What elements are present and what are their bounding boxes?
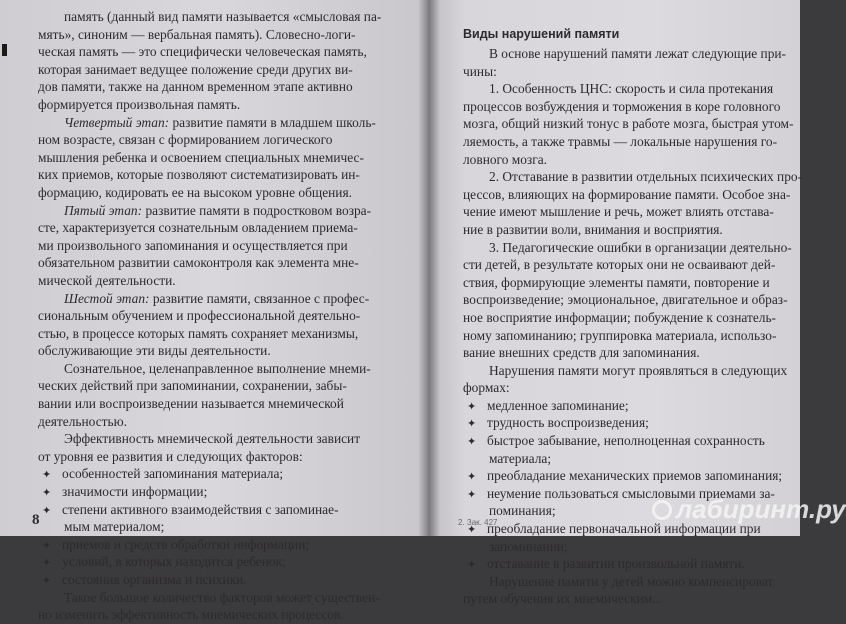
text-line: путем обучения их мнемическим...: [463, 591, 663, 607]
text-line: ловного мозга.: [463, 151, 548, 167]
bullet-item: ✦ отставание в развитии произвольной памяти.: [463, 555, 795, 573]
text-line: Сознательное, целенаправленное выполнение мнеми-: [64, 360, 371, 376]
page-number: 8: [32, 512, 40, 528]
text-line: ствия, формирующие элементы памяти, повторение и: [463, 274, 770, 290]
text-line: мым материалом;: [64, 519, 165, 535]
text-line: сти детей, в результате которых они не осваивают дей-: [463, 257, 776, 273]
bullet-item: ✦ состояния организма и психики.: [38, 571, 386, 589]
bullet-item: ✦ значимости информации;: [38, 483, 386, 501]
text-line: которая занимает ведущее положение среди других ви-: [38, 61, 353, 77]
footer-note: 2. Зак. 427: [458, 518, 498, 527]
text-line: обязательном развитии самоконтроля как элемента мне-: [38, 255, 359, 271]
text-line: ние в развитии воли, внимания и восприятия.: [463, 221, 723, 237]
text-line: мозга, общий низкий тонус в работе мозга, быстрая утом-: [463, 116, 794, 132]
text-line: воспроизведение; эмоциональное, двигательное и образ-: [463, 292, 788, 308]
text-line: 2. Отставание в развитии отдельных психических про-: [489, 169, 803, 185]
bullet-item: ✦ преобладание механических приемов запоминания;: [463, 467, 795, 485]
right-page: [428, 0, 803, 607]
text-line: чины:: [463, 63, 497, 79]
text-line: 3. Педагогические ошибки в организации деятельно-: [489, 239, 792, 255]
bullet-item: ✦ преобладание первоначальной информации при: [463, 520, 795, 538]
text-line: сте, характеризуется сознательным овладением приема-: [38, 220, 358, 236]
bullet-item: ✦ медленное запоминание;: [463, 397, 795, 415]
watermark-text: лабиринт.ру: [676, 494, 846, 524]
text-line: но изменить эффективность мнемических процессов.: [38, 607, 344, 623]
left-page-text: [38, 8, 386, 624]
text-line: формируется произвольная память.: [38, 96, 241, 112]
bullet-item: ✦ приемов и средств обработки информации;: [38, 536, 386, 554]
labyrinth-logo-icon: [652, 500, 672, 520]
text-line: Эффективность мнемической деятельности зависит: [64, 431, 361, 447]
watermark: [652, 494, 846, 525]
text-line: цессов, влияющих на формирование памяти. Особое зна-: [463, 186, 791, 202]
text-line: ческая память — это специфически человеческая память,: [38, 44, 367, 60]
bullet-item: ✦ степени активного взаимодействия с запоминае-: [38, 501, 386, 519]
bullet-item: ✦ особенностей запоминания материала;: [38, 465, 386, 483]
bullet-item: ✦ быстрое забывание, неполноценная сохранность: [463, 432, 795, 450]
text-line: В основе нарушений памяти лежат следующие при-: [489, 46, 787, 61]
text-line: Такое большое количество факторов может существен-: [64, 589, 380, 605]
text-line: от уровня ее развития и следующих факторов:: [38, 448, 303, 464]
text-line: ное восприятие информации; побуждение к сознатель-: [463, 309, 777, 325]
text-line: Шестой этап: развитие памяти, связанное с профес-: [64, 290, 370, 306]
text-line: Нарушения памяти могут проявляться в следующих: [489, 362, 788, 378]
text-line: ких приемов, которые позволяют систематизировать ин-: [38, 167, 360, 183]
text-line: материала;: [489, 450, 552, 466]
text-line: ному запоминанию; группировка материала, использо-: [463, 327, 777, 343]
text-line: ляемость, а также травмы — локальные нарушения го-: [463, 133, 778, 149]
text-line: чение имеют мышление и речь, может влиять отстава-: [463, 204, 774, 220]
text-line: формацию, кодировать ее на высоком уровне общения.: [38, 184, 352, 200]
bullet-item: ✦ условий, в которых находится ребенок;: [38, 553, 386, 571]
text-line: сиональным обучением и профессиональной деятельно-: [38, 308, 361, 324]
bullet-item: ✦ трудность воспроизведения;: [463, 414, 795, 432]
text-line: ном возрасте, связан с формированием логического: [38, 132, 333, 148]
text-line: дов памяти, также на данном временном этапе активно: [38, 79, 353, 95]
text-line: Четвертый этап: развитие памяти в младшем школь-: [64, 114, 376, 130]
text-line: обслуживающие эти виды деятельности.: [38, 343, 271, 359]
text-line: ми произвольного запоминания и осуществляется при: [38, 237, 348, 253]
book-gutter: [418, 0, 440, 536]
text-line: вании или воспроизведении называется мнемической: [38, 396, 344, 412]
bullet-item: ✦ неумение пользоваться смысловыми приемами за-: [463, 485, 795, 503]
text-line: деятельностью.: [38, 413, 127, 429]
text-line: поминания;: [489, 503, 556, 519]
text-line: мической деятельности.: [38, 272, 176, 288]
text-line: формах:: [463, 380, 510, 396]
bookmark-mark: [2, 44, 7, 56]
text-line: ческих действий при запоминании, сохранении, забы-: [38, 378, 347, 394]
text-line: память (данный вид памяти называется «смысловая па-: [64, 9, 382, 24]
text-line: 1. Особенность ЦНС: скорость и сила протекания: [489, 81, 774, 97]
text-line: Пятый этап: развитие памяти в подростковом возра-: [64, 202, 372, 218]
text-line: процессов возбуждения и торможения в коре головного: [463, 98, 781, 114]
text-line: мышления ребенка и освоением специальных мнемичес-: [38, 149, 364, 165]
text-line: мять», синоним — вербальная память). Словесно-логи-: [38, 26, 356, 42]
text-line: стью, в процессе которых память сохраняет механизмы,: [38, 325, 359, 341]
text-line: Нарушение памяти у детей можно компенсироват: [489, 573, 774, 589]
text-line: запоминании;: [489, 538, 568, 554]
section-title: Виды нарушений памяти: [463, 27, 620, 41]
text-line: вание внешних средств для запоминания.: [463, 345, 700, 361]
